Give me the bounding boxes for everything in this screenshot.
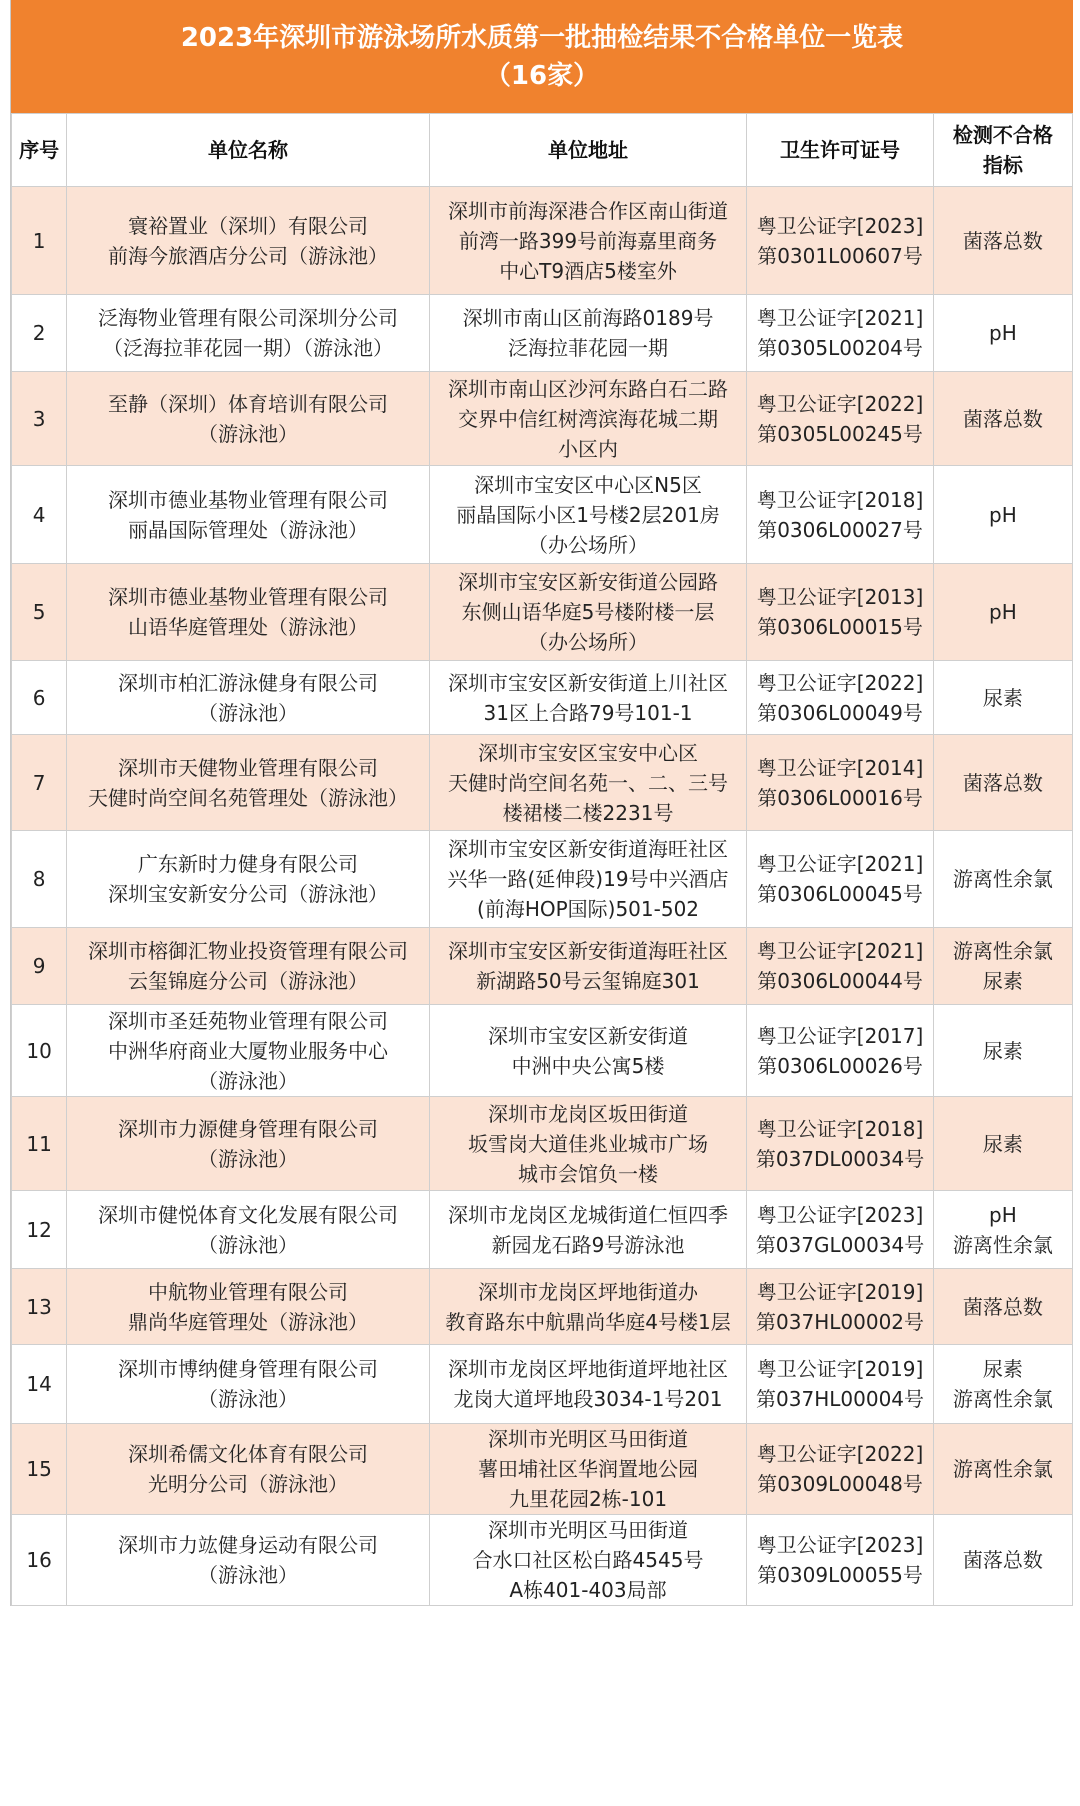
cell-address-line: （办公场所） (528, 630, 649, 654)
title-bar (11, 0, 1073, 113)
table-row (12, 661, 1073, 735)
cell-address-line: 新湖路50号云玺锦庭301 (476, 969, 700, 993)
cell-address-line: 兴华一路(延伸段)19号中兴酒店 (447, 867, 729, 891)
cell-license-line: 粤卫公证字[2018] (756, 1116, 924, 1141)
cell-address-line: 深圳市宝安区中心区N5区 (474, 472, 702, 497)
cell-indicator-line: pH (989, 1202, 1017, 1227)
cell-index: 7 (12, 735, 67, 831)
cell-license-line: 粤卫公证字[2014] (756, 755, 924, 780)
cell-index: 16 (12, 1515, 67, 1606)
cell-license (747, 187, 933, 295)
cell-name (67, 661, 429, 735)
cell-indicator (933, 928, 1072, 1005)
cell-license-line: 第0309L00048号 (757, 1472, 923, 1496)
cell-license (747, 564, 933, 661)
table-row (12, 1345, 1073, 1424)
cell-name-line: 山语华庭管理处（游泳池） (127, 615, 368, 639)
cell-index: 14 (12, 1345, 67, 1424)
cell-name-line: 深圳市柏汇游泳健身有限公司 (117, 670, 378, 695)
cell-address (429, 1345, 747, 1424)
cell-name (67, 735, 429, 831)
cell-address-line: 深圳市龙岗区坂田街道 (488, 1101, 689, 1126)
cell-address-line: 深圳市光明区马田街道 (488, 1518, 689, 1542)
cell-address (429, 295, 747, 372)
cell-indicator-line: 尿素 (982, 1131, 1023, 1156)
cell-license (747, 295, 933, 372)
cell-name (67, 466, 429, 564)
cell-indicator-line: pH (989, 600, 1017, 624)
cell-name-line: 深圳市德业基物业管理有限公司 (107, 487, 388, 512)
cell-indicator-line: 菌落总数 (962, 1294, 1043, 1319)
page-title: 2023年深圳市游泳场所水质第一批抽检结果不合格单位一览表 (180, 22, 904, 53)
cell-name (67, 1345, 429, 1424)
cell-name (67, 187, 429, 295)
cell-address-line: 深圳市宝安区新安街道海旺社区 (448, 837, 729, 861)
cell-license-line: 粤卫公证字[2023] (756, 1533, 924, 1557)
cell-index: 2 (12, 295, 67, 372)
table-row (12, 1005, 1073, 1097)
cell-address-line: 合水口社区松白路4545号 (472, 1548, 704, 1572)
cell-name-line: 前海今旅酒店分公司（游泳池） (107, 243, 388, 268)
cell-indicator-line: pH (989, 321, 1017, 345)
cell-name-line: 鼎尚华庭管理处（游泳池） (127, 1309, 368, 1334)
cell-license-line: 粤卫公证字[2022] (756, 670, 924, 695)
cell-name-line: 深圳市榕御汇物业投资管理有限公司 (87, 939, 408, 963)
cell-name-line: （游泳池） (197, 1387, 298, 1411)
cell-address-line: 深圳市南山区前海路0189号 (462, 306, 714, 330)
cell-license-line: 粤卫公证字[2022] (756, 1442, 924, 1466)
cell-license-line: 粤卫公证字[2013] (756, 585, 924, 609)
cell-indicator (933, 1097, 1072, 1191)
cell-indicator (933, 466, 1072, 564)
cell-indicator (933, 735, 1072, 831)
cell-name (67, 1191, 429, 1269)
cell-name-line: 中航物业管理有限公司 (147, 1279, 348, 1304)
cell-address (429, 735, 747, 831)
cell-license-line: 粤卫公证字[2021] (756, 852, 924, 876)
cell-name-line: 深圳市德业基物业管理有限公司 (107, 585, 388, 609)
table-row (12, 187, 1073, 295)
cell-address (429, 1191, 747, 1269)
cell-name-line: （游泳池） (197, 1068, 298, 1093)
cell-address-line: 坂雪岗大道佳兆业城市广场 (468, 1131, 709, 1156)
cell-indicator (933, 1005, 1072, 1097)
cell-name (67, 295, 429, 372)
cell-name-line: （游泳池） (197, 421, 298, 446)
cell-address-line: 中洲中央公寓5楼 (511, 1053, 665, 1078)
cell-address (429, 466, 747, 564)
cell-address-line: 楼裙楼二楼2231号 (502, 800, 674, 825)
cell-indicator-line: 游离性余氯 (952, 1232, 1053, 1257)
cell-indicator-line: 尿素 (982, 1357, 1023, 1381)
page-subtitle: （16家） (484, 60, 600, 91)
cell-name-line: 深圳市博纳健身管理有限公司 (117, 1357, 378, 1381)
header-indicator-line: 检测不合格 (952, 123, 1053, 147)
cell-address-line: 天健时尚空间名苑一、二、三号 (448, 770, 729, 795)
header-row (12, 114, 1073, 187)
cell-name (67, 831, 429, 928)
table-row (12, 1515, 1073, 1606)
cell-name (67, 564, 429, 661)
table-row (12, 1424, 1073, 1515)
cell-license-line: 粤卫公证字[2017] (756, 1023, 924, 1048)
cell-license (747, 831, 933, 928)
cell-license-line: 第037HL00004号 (756, 1387, 925, 1411)
cell-address (429, 1005, 747, 1097)
cell-indicator (933, 372, 1072, 466)
cell-license-line: 第0306L00049号 (757, 700, 923, 725)
cell-index: 10 (12, 1005, 67, 1097)
cell-indicator-line: 菌落总数 (962, 770, 1043, 795)
cell-license-line: 粤卫公证字[2023] (756, 213, 924, 238)
cell-index: 3 (12, 372, 67, 466)
cell-address (429, 1515, 747, 1606)
cell-license-line: 第0306L00027号 (757, 517, 923, 542)
cell-name-line: 至静（深圳）体育培训有限公司 (107, 391, 388, 416)
cell-address (429, 187, 747, 295)
table-row (12, 1269, 1073, 1345)
table-row (12, 466, 1073, 564)
cell-license-line: 第037DL00034号 (755, 1146, 925, 1171)
header-indicator-line: 指标 (982, 153, 1023, 177)
cell-index: 5 (12, 564, 67, 661)
cell-name-line: 深圳希儒文化体育有限公司 (127, 1442, 368, 1466)
table-row (12, 1191, 1073, 1269)
cell-address-line: 九里花园2栋-101 (508, 1487, 668, 1511)
cell-index: 15 (12, 1424, 67, 1515)
cell-indicator (933, 187, 1072, 295)
cell-name-line: 深圳市圣廷苑物业管理有限公司 (107, 1008, 388, 1033)
cell-index: 9 (12, 928, 67, 1005)
header-name: 单位名称 (67, 114, 429, 187)
cell-name-line: 深圳市天健物业管理有限公司 (117, 755, 378, 780)
cell-address-line: 深圳市前海深港合作区南山街道 (448, 198, 729, 223)
cell-indicator-line: 尿素 (982, 685, 1023, 710)
cell-license (747, 1515, 933, 1606)
cell-license (747, 661, 933, 735)
cell-address-line: 交界中信红树湾滨海花城二期 (458, 406, 719, 431)
cell-address (429, 1097, 747, 1191)
table-row (12, 564, 1073, 661)
cell-name-line: （游泳池） (197, 1563, 298, 1587)
cell-name-line: （游泳池） (197, 1232, 298, 1257)
cell-address-line: 深圳市宝安区新安街道公园路 (458, 570, 719, 594)
cell-indicator (933, 661, 1072, 735)
cell-address-line: 深圳市宝安区新安街道上川社区 (448, 670, 729, 695)
cell-index: 12 (12, 1191, 67, 1269)
cell-address-line: 深圳市龙岗区坪地街道坪地社区 (448, 1357, 729, 1381)
cell-license-line: 粤卫公证字[2023] (756, 1202, 924, 1227)
cell-index: 8 (12, 831, 67, 928)
cell-license (747, 735, 933, 831)
cell-indicator (933, 831, 1072, 928)
cell-license-line: 粤卫公证字[2019] (756, 1357, 924, 1381)
cell-name (67, 1424, 429, 1515)
cell-address-line: 教育路东中航鼎尚华庭4号楼1层 (445, 1309, 731, 1334)
cell-address-line: 龙岗大道坪地段3034-1号201 (453, 1387, 723, 1411)
cell-name-line: 深圳宝安新安分公司（游泳池） (107, 882, 388, 906)
cell-address-line: 31区上合路79号101-1 (483, 700, 693, 725)
cell-address-line: 东侧山语华庭5号楼附楼一层 (461, 600, 715, 624)
cell-address-line: 新园龙石路9号游泳池 (491, 1232, 685, 1257)
cell-index: 6 (12, 661, 67, 735)
cell-indicator-line: 菌落总数 (962, 406, 1043, 431)
cell-name-line: （游泳池） (197, 1146, 298, 1171)
cell-address-line: 城市会馆负一楼 (518, 1161, 659, 1186)
cell-license-line: 第0305L00204号 (757, 336, 923, 360)
cell-name-line: 深圳市健悦体育文化发展有限公司 (97, 1202, 398, 1227)
cell-indicator (933, 1191, 1072, 1269)
cell-name-line: 云玺锦庭分公司（游泳池） (127, 969, 368, 993)
cell-indicator-line: 游离性余氯 (952, 939, 1053, 963)
cell-license-line: 第0301L00607号 (757, 243, 923, 268)
cell-indicator (933, 1269, 1072, 1345)
cell-index: 13 (12, 1269, 67, 1345)
header-indicator (933, 114, 1072, 187)
cell-indicator-line: 游离性余氯 (952, 867, 1053, 891)
cell-address-line: 中心T9酒店5楼室外 (499, 258, 677, 283)
cell-license-line: 第0309L00055号 (757, 1563, 923, 1587)
cell-name-line: 寰裕置业（深圳）有限公司 (127, 213, 368, 238)
cell-license-line: 第0306L00015号 (757, 615, 923, 639)
cell-license (747, 1424, 933, 1515)
cell-name-line: 中洲华府商业大厦物业服务中心 (107, 1038, 388, 1063)
cell-indicator-line: 尿素 (982, 969, 1023, 993)
cell-indicator-line: 游离性余氯 (952, 1387, 1053, 1411)
cell-address (429, 661, 747, 735)
cell-name (67, 1005, 429, 1097)
cell-address-line: 深圳市宝安区新安街道海旺社区 (448, 939, 729, 963)
cell-name (67, 1515, 429, 1606)
cell-address-line: 深圳市南山区沙河东路白石二路 (448, 376, 729, 401)
cell-index: 11 (12, 1097, 67, 1191)
cell-name (67, 1269, 429, 1345)
cell-address-line: 深圳市龙岗区龙城街道仁恒四季 (448, 1202, 729, 1227)
table-row (12, 372, 1073, 466)
cell-indicator (933, 564, 1072, 661)
cell-indicator (933, 1345, 1072, 1424)
cell-license (747, 928, 933, 1005)
cell-indicator-line: 尿素 (982, 1038, 1023, 1063)
cell-license (747, 466, 933, 564)
cell-name-line: （游泳池） (197, 700, 298, 725)
cell-license-line: 第0305L00245号 (757, 421, 923, 446)
cell-license (747, 1097, 933, 1191)
cell-address (429, 1424, 747, 1515)
cell-name-line: 天健时尚空间名苑管理处（游泳池） (87, 785, 408, 810)
cell-license (747, 1005, 933, 1097)
table-row (12, 831, 1073, 928)
cell-address-line: 丽晶国际小区1号楼2层201房 (456, 502, 720, 527)
cell-index: 4 (12, 466, 67, 564)
cell-address-line: 深圳市龙岗区坪地街道办 (478, 1279, 699, 1304)
table-body (12, 187, 1073, 1606)
cell-license-line: 粤卫公证字[2021] (756, 939, 924, 963)
cell-indicator (933, 295, 1072, 372)
cell-license-line: 第0306L00026号 (757, 1053, 923, 1078)
cell-address (429, 564, 747, 661)
cell-indicator (933, 1515, 1072, 1606)
cell-name-line: 光明分公司（游泳池） (147, 1472, 348, 1496)
table-row (12, 735, 1073, 831)
header-license: 卫生许可证号 (747, 114, 933, 187)
cell-license-line: 第0306L00016号 (757, 785, 923, 810)
cell-indicator (933, 1424, 1072, 1515)
cell-address-line: 深圳市宝安区新安街道 (488, 1023, 689, 1048)
cell-license (747, 1345, 933, 1424)
cell-license (747, 1191, 933, 1269)
cell-address-line: A栋401-403局部 (509, 1578, 667, 1602)
result-sheet (10, 0, 1073, 1606)
cell-name (67, 1097, 429, 1191)
header-index: 序号 (12, 114, 67, 187)
table-row (12, 1097, 1073, 1191)
cell-address-line: 前湾一路399号前海嘉里商务 (458, 228, 718, 253)
cell-name-line: 深圳市力竑健身运动有限公司 (117, 1533, 378, 1557)
cell-name-line: 丽晶国际管理处（游泳池） (127, 517, 368, 542)
cell-index: 1 (12, 187, 67, 295)
cell-name (67, 372, 429, 466)
cell-license (747, 1269, 933, 1345)
cell-indicator-line: 菌落总数 (962, 1548, 1043, 1572)
cell-indicator-line: pH (989, 502, 1017, 527)
cell-address-line: （办公场所） (528, 532, 649, 557)
cell-license-line: 第0306L00044号 (757, 969, 923, 993)
cell-name-line: 广东新时力健身有限公司 (137, 852, 358, 876)
table-row (12, 928, 1073, 1005)
table-row (12, 295, 1073, 372)
cell-license-line: 第0306L00045号 (757, 882, 923, 906)
cell-license-line: 粤卫公证字[2021] (756, 306, 924, 330)
cell-address-line: 薯田埔社区华润置地公园 (478, 1457, 699, 1481)
cell-license (747, 372, 933, 466)
cell-address (429, 1269, 747, 1345)
cell-address-line: 深圳市光明区马田街道 (488, 1427, 689, 1451)
cell-address (429, 928, 747, 1005)
cell-address (429, 831, 747, 928)
cell-indicator-line: 菌落总数 (962, 228, 1043, 253)
cell-address-line: (前海HOP国际)501-502 (477, 897, 700, 921)
cell-license-line: 第037HL00002号 (756, 1309, 925, 1334)
cell-address-line: 小区内 (558, 436, 619, 461)
cell-name (67, 928, 429, 1005)
header-address: 单位地址 (429, 114, 747, 187)
cell-address-line: 深圳市宝安区宝安中心区 (478, 740, 699, 765)
cell-license-line: 粤卫公证字[2018] (756, 487, 924, 512)
cell-license-line: 第037GL00034号 (755, 1232, 925, 1257)
cell-name-line: 深圳市力源健身管理有限公司 (117, 1116, 378, 1141)
cell-name-line: （泛海拉菲花园一期）（游泳池） (102, 336, 393, 360)
cell-address (429, 372, 747, 466)
cell-license-line: 粤卫公证字[2022] (756, 391, 924, 416)
cell-address-line: 泛海拉菲花园一期 (508, 336, 669, 360)
cell-name-line: 泛海物业管理有限公司深圳分公司 (97, 306, 398, 330)
results-table (11, 113, 1073, 1606)
cell-license-line: 粤卫公证字[2019] (756, 1279, 924, 1304)
cell-indicator-line: 游离性余氯 (952, 1457, 1053, 1481)
